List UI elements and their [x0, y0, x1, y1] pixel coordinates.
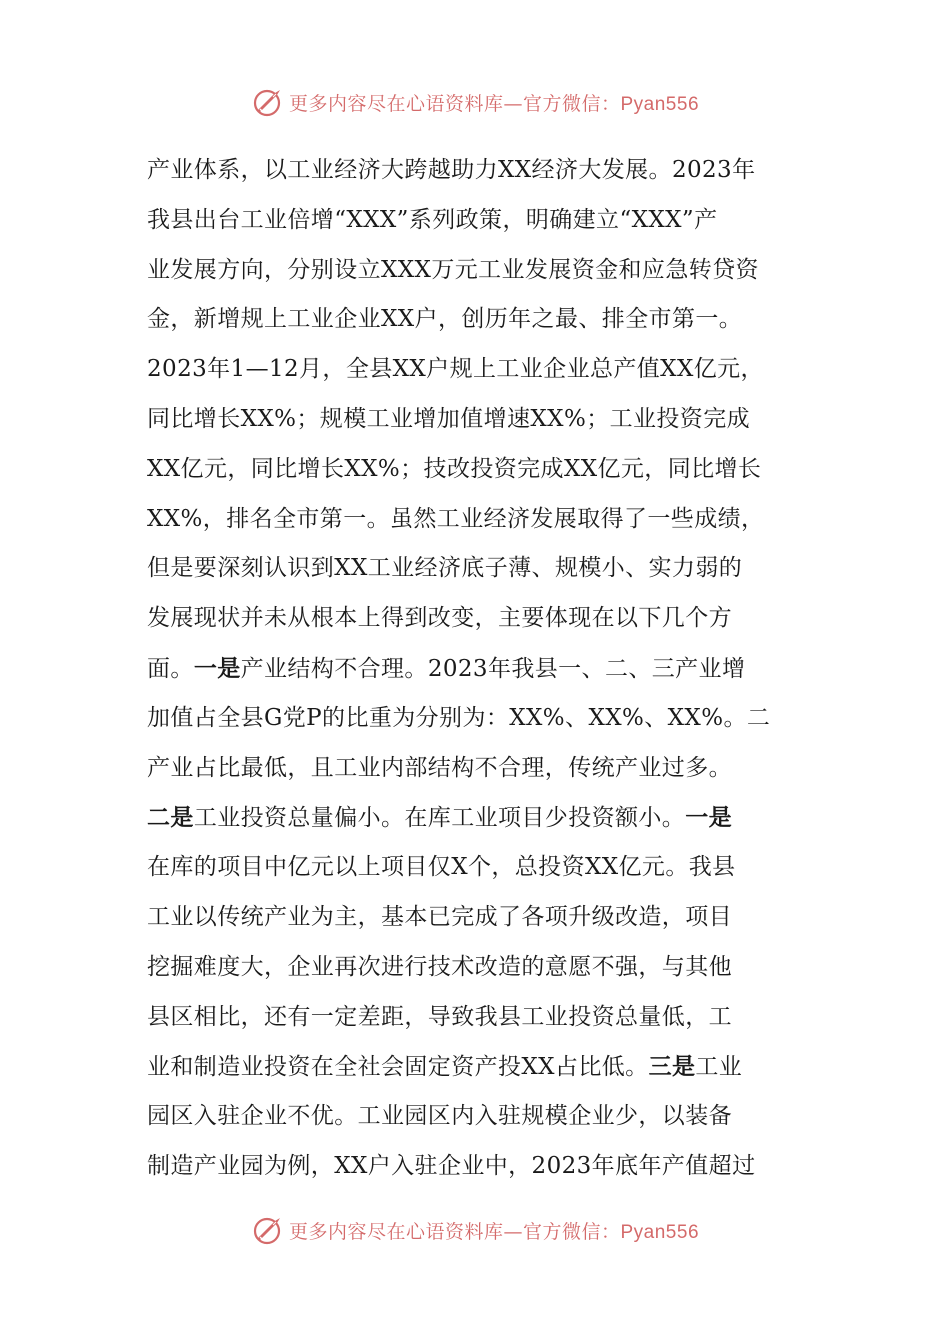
text-line [147, 495, 807, 545]
pen-nib-circle-icon [251, 85, 285, 119]
text-run: 园区入驻企业不优。工业园区内入驻规模企业少，以装备 [147, 1103, 732, 1130]
footer-watermark-banner [0, 1210, 950, 1250]
text-line [147, 196, 807, 246]
text-line [147, 744, 807, 794]
text-line [147, 694, 807, 744]
text-run: 面。 [147, 655, 194, 682]
text-line [147, 1042, 807, 1092]
text-run: 产业占比最低，且工业内部结构不合理，传统产业过多。 [147, 754, 732, 781]
text-line [147, 993, 807, 1043]
text-run: 工业以传统产业为主，基本已完成了各项升级改造，项目 [147, 903, 732, 930]
text-line [147, 246, 807, 296]
text-line [147, 644, 807, 694]
text-run: XX%，排名全市第一。虽然工业经济发展取得了一些成绩， [147, 505, 765, 532]
footer-banner-text: 更多内容尽在心语资料库—官方微信：Pyan556 [288, 1220, 700, 1243]
text-run: 在库的项目中亿元以上项目仅X个，总投资XX亿元。我县 [147, 854, 736, 881]
pen-nib-circle-icon [251, 1213, 285, 1247]
text-run: XX亿元，同比增长XX%；技改投资完成XX亿元，同比增长 [147, 455, 762, 482]
text-run: 挖掘难度大，企业再次进行技术改造的意愿不强，与其他 [147, 953, 732, 980]
text-line [147, 1092, 807, 1142]
text-line [147, 893, 807, 943]
text-line [147, 395, 807, 445]
header-wechat-id: Pyan556 [620, 93, 700, 115]
bold-marker: 一是 [193, 654, 241, 682]
text-line [147, 843, 807, 893]
text-line [147, 943, 807, 993]
text-line [147, 544, 807, 594]
text-line [147, 793, 807, 843]
text-run: 金，新增规上工业企业XX户，创历年之最、排全市第一。 [147, 306, 743, 333]
text-run: 县区相比，还有一定差距，导致我县工业投资总量低，工 [147, 1003, 732, 1030]
text-line [147, 445, 807, 495]
text-run: 加值占全县G党P的比重为分别为：XX%、XX%、XX%。二 [147, 704, 771, 731]
text-run: 工业投资总量偏小。在库工业项目少投资额小。 [193, 805, 686, 832]
bold-marker: 三是 [648, 1053, 696, 1081]
bold-marker: 一是 [685, 804, 733, 832]
text-run: 工业 [695, 1054, 743, 1081]
text-line [147, 295, 807, 345]
text-line [147, 1142, 807, 1192]
footer-wechat-id: Pyan556 [620, 1221, 700, 1243]
text-run: 2023年1—12月，全县XX户规上工业企业总产值XX亿元， [147, 356, 764, 383]
header-banner-text: 更多内容尽在心语资料库—官方微信：Pyan556 [288, 92, 700, 115]
text-run: 业发展方向，分别设立XXX万元工业发展资金和应急转贷资 [147, 256, 759, 283]
document-body [147, 146, 807, 1192]
text-run: 同比增长XX%；规模工业增加值增速XX%；工业投资完成 [147, 405, 751, 432]
text-line [147, 594, 807, 644]
text-run: 业和制造业投资在全社会固定资产投XX占比低。 [147, 1054, 649, 1081]
text-run: 产业体系，以工业经济大跨越助力XX经济大发展。2023年 [147, 157, 756, 183]
header-watermark-banner [0, 82, 950, 122]
text-run: 发展现状并未从根本上得到改变，主要体现在以下几个方 [147, 605, 732, 632]
bold-marker: 二是 [147, 804, 194, 832]
text-run: 我县出台工业倍增“XXX”系列政策，明确建立“XXX”产 [147, 206, 718, 233]
text-run: 制造产业园为例，XX户入驻企业中，2023年底年产值超过 [147, 1152, 756, 1179]
text-run: 产业结构不合理。2023年我县一、二、三产业增 [240, 655, 746, 682]
text-line [147, 146, 807, 196]
text-line [147, 345, 807, 395]
text-run: 但是要深刻认识到XX工业经济底子薄、规模小、实力弱的 [147, 555, 743, 582]
